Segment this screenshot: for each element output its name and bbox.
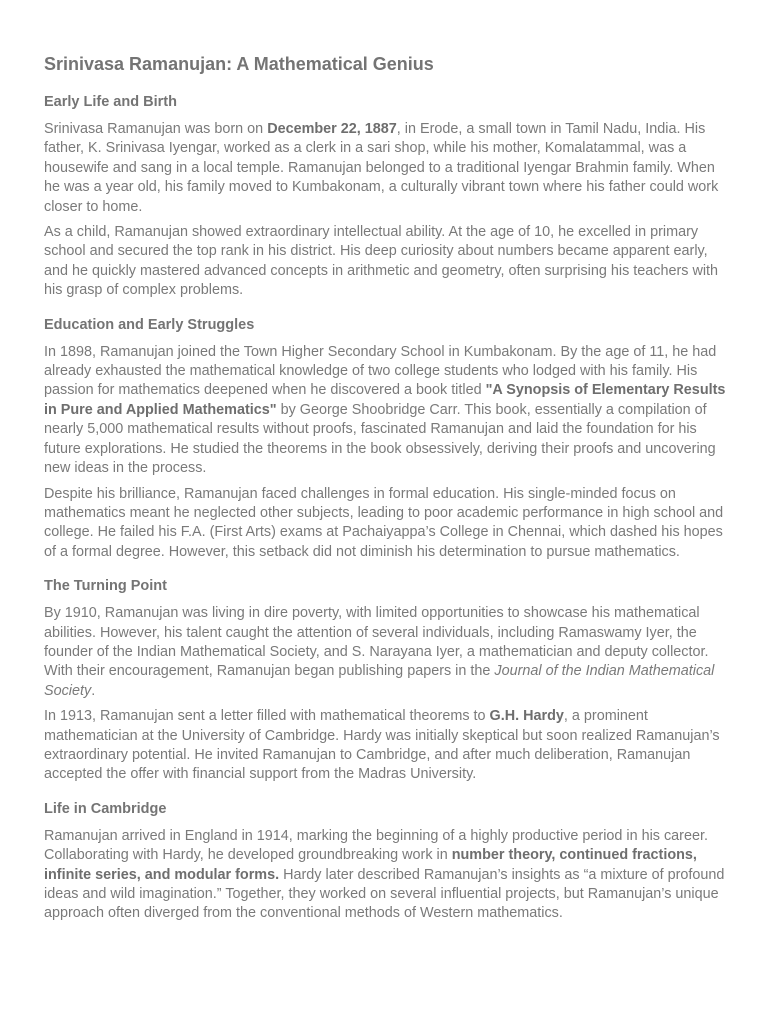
text-run: By 1910, Ramanujan was living in dire poverty, with limited opportunities to showcase his mathematical abilities. However, his talent caught the attention of several individuals, including Ramaswamy Iyer, the founder of the Indian Mathematical Society, and S. Narayana Iyer, a mathematician and deputy collector. With their encouragement, Ramanujan began publishing papers in the xyxy=(44,605,709,680)
text-run: , in Erode, a small town in Tamil Nadu, India. His father, K. Srinivasa Iyengar, worked as a clerk in a sari shop, while his mother, Komalatammal, was a housewife and sang in a local temple. Ramanujan belonged to a traditional Iyengar Brahmin family. When he was a year old, his family moved to Kumbakonam, a culturally vibrant town where his father could work closer to home. xyxy=(44,121,719,215)
bold-date: December 22, 1887 xyxy=(267,121,397,137)
text-run: Hardy later described Ramanujan’s insights as “a mixture of profound ideas and wild imagination.” Together, they worked on several influential projects, but Ramanujan’s unique approach often diverged from the conventional methods of Western mathematics. xyxy=(44,866,725,922)
text-run: by George Shoobridge Carr. This book, essentially a compilation of nearly 5,000 mathematical results without proofs, fascinated Ramanujan and laid the foundation for his future explorations. He studied the theorems in the book obsessively, deriving their proofs and uncovering new ideas in the process. xyxy=(44,401,716,477)
text-run: Ramanujan arrived in England in 1914, marking the beginning of a highly productive period in his career. Collaborating with Hardy, he developed groundbreaking work in xyxy=(44,827,708,864)
section-heading: Early Life and Birth xyxy=(44,94,177,110)
text-run: . xyxy=(91,682,96,699)
section-heading: Life in Cambridge xyxy=(44,800,167,817)
section-turning-point xyxy=(44,576,728,785)
paragraph xyxy=(44,120,728,217)
section-education xyxy=(44,315,728,562)
section-heading: The Turning Point xyxy=(44,578,167,595)
page-title: Srinivasa Ramanujan: A Mathematical Genius xyxy=(44,54,434,74)
paragraph xyxy=(44,827,728,924)
paragraph xyxy=(44,343,728,479)
text-run: Srinivasa Ramanujan was born on xyxy=(44,121,268,137)
text-run: , a prominent mathematician at the University of Cambridge. Hardy was initially skeptical but soon realized Ramanujan’s extraordinary potential. He invited Ramanujan to Cambridge, and after much deliberation, Ramanujan accepted the offer with financial support from the Madras University. xyxy=(44,708,720,783)
paragraph: Despite his brilliance, Ramanujan faced challenges in formal education. His single-minded focus on mathematics meant he neglected other subjects, leading to poor academic performance in high school and college. He failed his F.A. (First Arts) exams at Pachaiyappa’s College in Chennai, which dashed his hopes of a formal degree. However, this setback did not diminish his determination to pursue mathematics. xyxy=(44,485,724,560)
text-run: In 1898, Ramanujan joined the Town Higher Secondary School in Kumbakonam. By the age of 11, he had already exhausted the mathematical knowledge of two college students who lodged with his family. His passion for mathematics deepened when he discovered a book titled xyxy=(44,343,717,399)
paragraph: As a child, Ramanujan showed extraordinary intellectual ability. At the age of 10, he excelled in primary school and secured the top rank in his district. His deep curiosity about numbers became apparent early, and he quickly mastered advanced concepts in arithmetic and geometry, often surprising his teachers with his grasp of complex problems. xyxy=(44,224,719,299)
text-run: In 1913, Ramanujan sent a letter filled with mathematical theorems to xyxy=(44,708,490,725)
bold-book-title: "A Synopsis of Elementary Results in Pure and Applied Mathematics" xyxy=(44,382,726,418)
bold-name: G.H. Hardy xyxy=(489,708,564,725)
italic-journal-title: Journal of the Indian Mathematical Society xyxy=(44,663,715,699)
section-early-life xyxy=(44,92,728,301)
section-heading: Education and Early Struggles xyxy=(44,316,255,333)
paragraph xyxy=(44,604,728,701)
section-cambridge xyxy=(44,799,728,924)
paragraph xyxy=(44,707,728,785)
bold-fields: number theory, continued fractions, infinite series, and modular forms. xyxy=(44,847,697,883)
